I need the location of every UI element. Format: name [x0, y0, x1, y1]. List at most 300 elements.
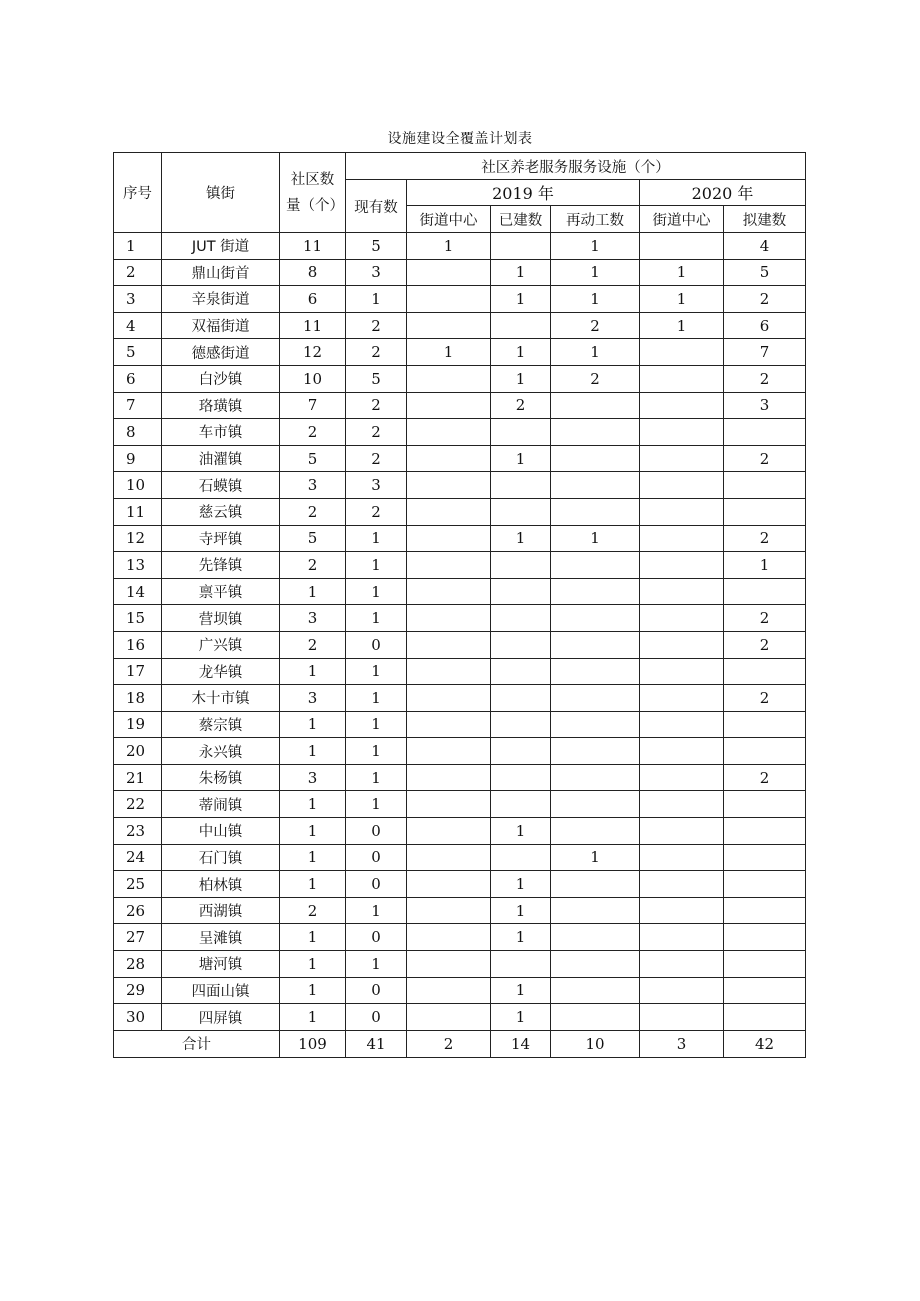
center-2019-cell: [407, 897, 491, 924]
total-restart: 10: [551, 1030, 640, 1057]
built-cell: [491, 472, 551, 499]
community-cell: 2: [280, 897, 346, 924]
center-2019-cell: [407, 525, 491, 552]
center-2019-cell: [407, 977, 491, 1004]
center-2020-cell: [640, 951, 724, 978]
total-planned: 42: [724, 1030, 806, 1057]
existing-cell: 0: [346, 844, 407, 871]
community-cell: 1: [280, 871, 346, 898]
table-row: [114, 764, 806, 791]
center-2019-cell: [407, 445, 491, 472]
center-2019-cell: [407, 312, 491, 339]
table-row: [114, 818, 806, 845]
seq-cell: 13: [114, 552, 162, 579]
restart-cell: 1: [551, 286, 640, 313]
existing-cell: 5: [346, 233, 407, 260]
existing-cell: 1: [346, 791, 407, 818]
seq-cell: 14: [114, 578, 162, 605]
table-row: [114, 844, 806, 871]
planned-cell: [724, 897, 806, 924]
town-cell: 石门镇: [162, 844, 280, 871]
built-cell: [491, 844, 551, 871]
center-2019-cell: [407, 658, 491, 685]
restart-cell: [551, 977, 640, 1004]
restart-cell: [551, 552, 640, 579]
built-cell: [491, 498, 551, 525]
town-cell: 四面山镇: [162, 977, 280, 1004]
built-cell: [491, 552, 551, 579]
planned-cell: 3: [724, 392, 806, 419]
seq-cell: 29: [114, 977, 162, 1004]
community-cell: 2: [280, 498, 346, 525]
total-label: 合计: [114, 1030, 280, 1057]
seq-cell: 23: [114, 818, 162, 845]
restart-cell: [551, 764, 640, 791]
center-2019-cell: [407, 286, 491, 313]
planned-cell: 1: [724, 552, 806, 579]
center-2019-cell: [407, 738, 491, 765]
town-cell: 广兴镇: [162, 631, 280, 658]
planned-cell: 2: [724, 685, 806, 712]
seq-cell: 6: [114, 365, 162, 392]
center-2020-cell: [640, 658, 724, 685]
seq-cell: 19: [114, 711, 162, 738]
seq-cell: 10: [114, 472, 162, 499]
restart-cell: [551, 605, 640, 632]
built-cell: [491, 764, 551, 791]
built-cell: 1: [491, 339, 551, 366]
center-2020-cell: 1: [640, 312, 724, 339]
restart-cell: 1: [551, 259, 640, 286]
town-cell: 永兴镇: [162, 738, 280, 765]
table-row: [114, 312, 806, 339]
built-cell: [491, 738, 551, 765]
restart-cell: [551, 419, 640, 446]
seq-cell: 17: [114, 658, 162, 685]
planned-cell: 2: [724, 764, 806, 791]
restart-cell: 1: [551, 233, 640, 260]
seq-cell: 15: [114, 605, 162, 632]
planned-cell: [724, 658, 806, 685]
table-row: [114, 738, 806, 765]
restart-cell: [551, 578, 640, 605]
community-cell: 1: [280, 844, 346, 871]
header-street-center-2020: 街道中心: [640, 206, 724, 233]
built-cell: [491, 711, 551, 738]
seq-cell: 25: [114, 871, 162, 898]
restart-cell: [551, 738, 640, 765]
center-2020-cell: [640, 445, 724, 472]
restart-cell: 2: [551, 365, 640, 392]
built-cell: 1: [491, 259, 551, 286]
community-cell: 1: [280, 658, 346, 685]
seq-cell: 1: [114, 233, 162, 260]
town-cell: 中山镇: [162, 818, 280, 845]
built-cell: [491, 605, 551, 632]
existing-cell: 1: [346, 685, 407, 712]
restart-cell: [551, 472, 640, 499]
table-row: [114, 1004, 806, 1031]
total-built: 14: [491, 1030, 551, 1057]
seq-cell: 24: [114, 844, 162, 871]
seq-cell: 2: [114, 259, 162, 286]
restart-cell: [551, 871, 640, 898]
built-cell: [491, 791, 551, 818]
built-cell: [491, 578, 551, 605]
seq-cell: 7: [114, 392, 162, 419]
planned-cell: [724, 871, 806, 898]
table-row: [114, 631, 806, 658]
seq-cell: 3: [114, 286, 162, 313]
seq-cell: 22: [114, 791, 162, 818]
center-2020-cell: [640, 631, 724, 658]
community-cell: 3: [280, 605, 346, 632]
table-row: [114, 445, 806, 472]
restart-cell: [551, 392, 640, 419]
table-row: [114, 339, 806, 366]
table-row: [114, 871, 806, 898]
built-cell: 1: [491, 818, 551, 845]
header-built: 已建数: [491, 206, 551, 233]
planned-cell: [724, 791, 806, 818]
town-cell: 辛泉街道: [162, 286, 280, 313]
center-2019-cell: 1: [407, 339, 491, 366]
town-cell: 先锋镇: [162, 552, 280, 579]
planned-cell: [724, 578, 806, 605]
built-cell: 1: [491, 525, 551, 552]
total-row: [114, 1030, 806, 1057]
planned-cell: 2: [724, 445, 806, 472]
built-cell: [491, 312, 551, 339]
existing-cell: 0: [346, 924, 407, 951]
restart-cell: [551, 658, 640, 685]
center-2020-cell: [640, 977, 724, 1004]
town-cell: 德感街道: [162, 339, 280, 366]
center-2020-cell: [640, 844, 724, 871]
town-cell: 柏林镇: [162, 871, 280, 898]
center-2020-cell: [640, 578, 724, 605]
community-cell: 5: [280, 525, 346, 552]
planned-cell: [724, 498, 806, 525]
built-cell: 1: [491, 286, 551, 313]
header-year-2019: 2019 年: [407, 180, 640, 206]
center-2019-cell: [407, 578, 491, 605]
restart-cell: [551, 897, 640, 924]
planned-cell: 2: [724, 605, 806, 632]
restart-cell: [551, 951, 640, 978]
table-row: [114, 365, 806, 392]
town-cell: 鼎山街首: [162, 259, 280, 286]
table-row: [114, 791, 806, 818]
built-cell: 1: [491, 977, 551, 1004]
town-cell: 朱杨镇: [162, 764, 280, 791]
town-cell: 寺坪镇: [162, 525, 280, 552]
center-2019-cell: [407, 871, 491, 898]
center-2019-cell: [407, 419, 491, 446]
center-2020-cell: [640, 871, 724, 898]
seq-cell: 21: [114, 764, 162, 791]
built-cell: [491, 419, 551, 446]
table-row: [114, 605, 806, 632]
seq-cell: 12: [114, 525, 162, 552]
table-row: [114, 259, 806, 286]
center-2019-cell: [407, 844, 491, 871]
center-2019-cell: [407, 472, 491, 499]
header-existing: 现有数: [346, 180, 407, 233]
community-cell: 3: [280, 685, 346, 712]
seq-cell: 30: [114, 1004, 162, 1031]
center-2020-cell: [640, 392, 724, 419]
existing-cell: 2: [346, 498, 407, 525]
community-cell: 1: [280, 738, 346, 765]
town-cell: 石蟆镇: [162, 472, 280, 499]
center-2020-cell: [640, 605, 724, 632]
town-cell: 蒂闹镇: [162, 791, 280, 818]
existing-cell: 0: [346, 1004, 407, 1031]
center-2019-cell: [407, 685, 491, 712]
town-cell: 龙华镇: [162, 658, 280, 685]
center-2020-cell: [640, 552, 724, 579]
restart-cell: 1: [551, 844, 640, 871]
community-cell: 2: [280, 552, 346, 579]
planned-cell: [724, 924, 806, 951]
table-row: [114, 472, 806, 499]
seq-cell: 28: [114, 951, 162, 978]
restart-cell: [551, 818, 640, 845]
header-facilities-group: 社区养老服务服务设施（个）: [346, 153, 806, 180]
town-cell: 白沙镇: [162, 365, 280, 392]
community-cell: 1: [280, 1004, 346, 1031]
center-2019-cell: [407, 791, 491, 818]
center-2020-cell: 1: [640, 286, 724, 313]
header-community-count: 社区数量（个）: [280, 153, 346, 233]
seq-cell: 26: [114, 897, 162, 924]
center-2020-cell: [640, 419, 724, 446]
existing-cell: 1: [346, 711, 407, 738]
planned-cell: 2: [724, 365, 806, 392]
table-row: [114, 711, 806, 738]
town-cell: 禀平镇: [162, 578, 280, 605]
center-2020-cell: [640, 711, 724, 738]
community-cell: 10: [280, 365, 346, 392]
planned-cell: [724, 419, 806, 446]
restart-cell: [551, 711, 640, 738]
town-cell: 双福街道: [162, 312, 280, 339]
built-cell: 1: [491, 445, 551, 472]
community-cell: 1: [280, 977, 346, 1004]
planned-cell: 5: [724, 259, 806, 286]
existing-cell: 1: [346, 605, 407, 632]
center-2019-cell: [407, 924, 491, 951]
town-cell: 营坝镇: [162, 605, 280, 632]
town-cell: 木十市镇: [162, 685, 280, 712]
planned-cell: 7: [724, 339, 806, 366]
community-cell: 1: [280, 924, 346, 951]
town-cell: 西湖镇: [162, 897, 280, 924]
center-2019-cell: [407, 365, 491, 392]
community-cell: 11: [280, 312, 346, 339]
planned-cell: [724, 711, 806, 738]
planned-cell: 6: [724, 312, 806, 339]
table-row: [114, 552, 806, 579]
built-cell: 1: [491, 1004, 551, 1031]
town-cell: 慈云镇: [162, 498, 280, 525]
town-cell: JUT 街道: [162, 233, 280, 260]
table-row: [114, 924, 806, 951]
community-cell: 11: [280, 233, 346, 260]
center-2019-cell: [407, 392, 491, 419]
restart-cell: [551, 924, 640, 951]
header-town: 镇街: [162, 153, 280, 233]
seq-cell: 16: [114, 631, 162, 658]
seq-cell: 5: [114, 339, 162, 366]
restart-cell: [551, 1004, 640, 1031]
center-2020-cell: [640, 472, 724, 499]
table-row: [114, 951, 806, 978]
planned-cell: 2: [724, 286, 806, 313]
town-cell: 车市镇: [162, 419, 280, 446]
planned-cell: [724, 1004, 806, 1031]
center-2020-cell: 1: [640, 259, 724, 286]
header-year-2020: 2020 年: [640, 180, 806, 206]
center-2020-cell: [640, 738, 724, 765]
table-row: [114, 498, 806, 525]
restart-cell: 1: [551, 339, 640, 366]
seq-cell: 8: [114, 419, 162, 446]
table-title: 设施建设全覆盖计划表: [387, 131, 533, 147]
center-2020-cell: [640, 233, 724, 260]
restart-cell: [551, 445, 640, 472]
table-row: [114, 977, 806, 1004]
total-existing: 41: [346, 1030, 407, 1057]
total-center-2020: 3: [640, 1030, 724, 1057]
existing-cell: 1: [346, 951, 407, 978]
community-cell: 1: [280, 791, 346, 818]
center-2019-cell: [407, 552, 491, 579]
center-2020-cell: [640, 525, 724, 552]
built-cell: 1: [491, 365, 551, 392]
center-2019-cell: [407, 498, 491, 525]
table-row: [114, 658, 806, 685]
table-row: [114, 897, 806, 924]
table-row: [114, 419, 806, 446]
community-cell: 3: [280, 472, 346, 499]
planned-cell: [724, 951, 806, 978]
existing-cell: 1: [346, 658, 407, 685]
planned-cell: [724, 818, 806, 845]
existing-cell: 1: [346, 764, 407, 791]
community-cell: 2: [280, 419, 346, 446]
total-community: 109: [280, 1030, 346, 1057]
center-2020-cell: [640, 498, 724, 525]
community-cell: 3: [280, 764, 346, 791]
table-row: [114, 525, 806, 552]
center-2019-cell: [407, 711, 491, 738]
seq-cell: 11: [114, 498, 162, 525]
existing-cell: 1: [346, 286, 407, 313]
existing-cell: 2: [346, 392, 407, 419]
built-cell: [491, 233, 551, 260]
community-cell: 6: [280, 286, 346, 313]
town-cell: 油濯镇: [162, 445, 280, 472]
community-cell: 7: [280, 392, 346, 419]
town-cell: 四屏镇: [162, 1004, 280, 1031]
total-center-2019: 2: [407, 1030, 491, 1057]
existing-cell: 0: [346, 871, 407, 898]
table-row: [114, 286, 806, 313]
existing-cell: 5: [346, 365, 407, 392]
community-cell: 8: [280, 259, 346, 286]
seq-cell: 9: [114, 445, 162, 472]
seq-cell: 4: [114, 312, 162, 339]
planned-cell: 4: [724, 233, 806, 260]
restart-cell: 1: [551, 525, 640, 552]
table-row: [114, 233, 806, 260]
restart-cell: [551, 791, 640, 818]
existing-cell: 1: [346, 738, 407, 765]
planned-cell: 2: [724, 525, 806, 552]
center-2019-cell: [407, 259, 491, 286]
town-cell: 珞璜镇: [162, 392, 280, 419]
existing-cell: 1: [346, 525, 407, 552]
center-2020-cell: [640, 924, 724, 951]
existing-cell: 2: [346, 339, 407, 366]
center-2020-cell: [640, 339, 724, 366]
planned-cell: [724, 977, 806, 1004]
planned-cell: [724, 472, 806, 499]
center-2020-cell: [640, 764, 724, 791]
built-cell: [491, 631, 551, 658]
built-cell: 1: [491, 924, 551, 951]
restart-cell: 2: [551, 312, 640, 339]
center-2019-cell: [407, 764, 491, 791]
table-row: [114, 685, 806, 712]
existing-cell: 3: [346, 259, 407, 286]
header-seq: 序号: [114, 153, 162, 233]
center-2019-cell: [407, 605, 491, 632]
community-cell: 12: [280, 339, 346, 366]
existing-cell: 1: [346, 552, 407, 579]
restart-cell: [551, 685, 640, 712]
center-2019-cell: [407, 951, 491, 978]
built-cell: 1: [491, 897, 551, 924]
center-2020-cell: [640, 897, 724, 924]
community-cell: 1: [280, 578, 346, 605]
center-2020-cell: [640, 685, 724, 712]
center-2020-cell: [640, 365, 724, 392]
center-2020-cell: [640, 1004, 724, 1031]
center-2020-cell: [640, 818, 724, 845]
planned-cell: 2: [724, 631, 806, 658]
existing-cell: 0: [346, 818, 407, 845]
community-cell: 1: [280, 951, 346, 978]
restart-cell: [551, 631, 640, 658]
center-2019-cell: [407, 631, 491, 658]
existing-cell: 1: [346, 897, 407, 924]
community-cell: 5: [280, 445, 346, 472]
existing-cell: 0: [346, 977, 407, 1004]
existing-cell: 3: [346, 472, 407, 499]
built-cell: [491, 658, 551, 685]
built-cell: [491, 685, 551, 712]
built-cell: 1: [491, 871, 551, 898]
restart-cell: [551, 498, 640, 525]
center-2019-cell: [407, 1004, 491, 1031]
planned-cell: [724, 738, 806, 765]
town-cell: 塘河镇: [162, 951, 280, 978]
existing-cell: 2: [346, 312, 407, 339]
header-restart: 再动工数: [551, 206, 640, 233]
